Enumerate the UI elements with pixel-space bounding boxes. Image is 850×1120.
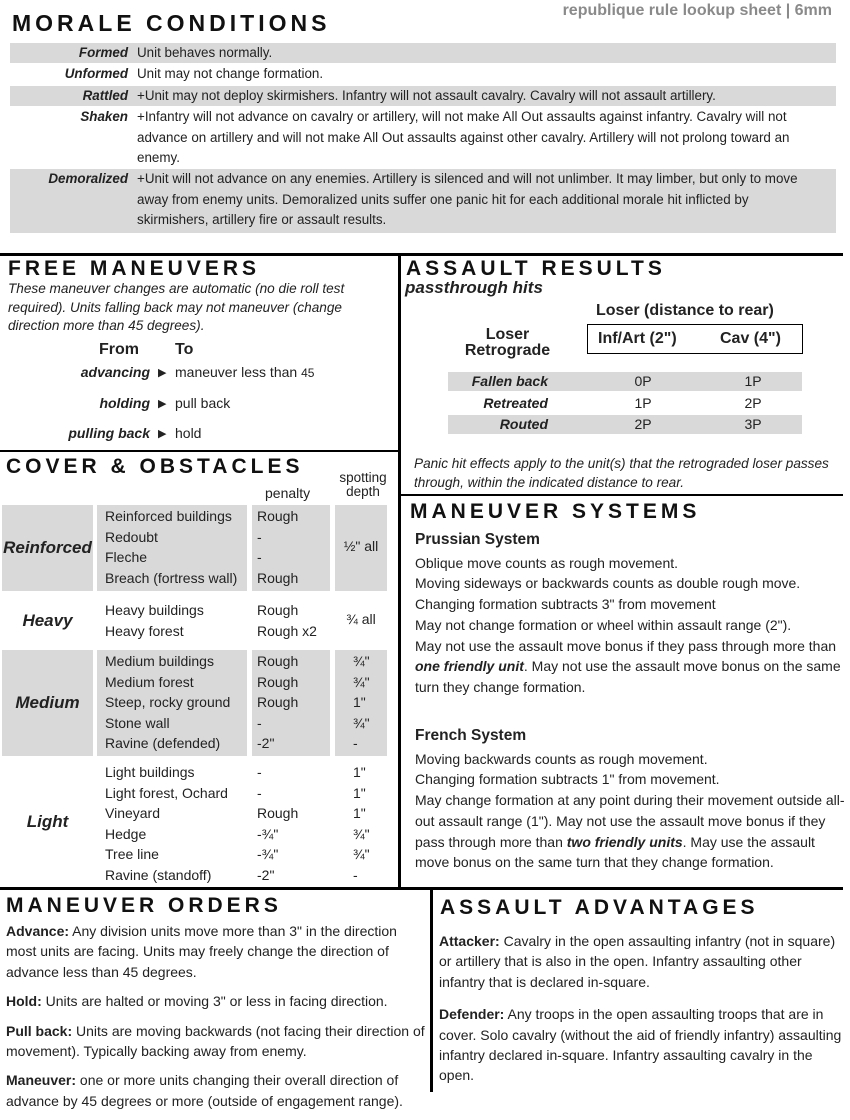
divider-bottom-center	[430, 887, 433, 1092]
cover-item: Ravine (defended)	[105, 735, 221, 752]
french-rule-emphasis: two friendly units	[566, 833, 683, 850]
french-line: Changing formation subtracts 1" from movement.	[415, 771, 720, 788]
morale-row-rattled	[10, 86, 836, 106]
distance-header-box	[587, 324, 803, 354]
maneuver-orders-heading: MANEUVER ORDERS	[6, 894, 282, 917]
fm-from-pulling-back: pulling back	[68, 425, 150, 441]
cover-spot: ¾"	[353, 714, 370, 731]
morale-row-unformed	[10, 64, 836, 84]
ar-value-cav: 3P	[744, 416, 762, 432]
cover-item: Heavy forest	[105, 622, 184, 639]
fm-to-text: maneuver less than	[175, 364, 298, 380]
cover-penalty: -	[257, 784, 262, 801]
advantage-term: Defender:	[439, 1006, 505, 1023]
cover-item: Light buildings	[105, 764, 195, 780]
maneuver-systems-heading: MANEUVER SYSTEMS	[410, 500, 701, 523]
ar-row-routed	[448, 415, 802, 434]
cover-penalty: Rough	[257, 673, 299, 690]
cover-penalty: -	[257, 528, 262, 545]
assault-advantages-heading: ASSAULT ADVANTAGES	[440, 896, 759, 919]
col-penalty: penalty	[265, 485, 311, 501]
order-term: Hold:	[6, 993, 42, 1010]
cover-spot: ¾"	[353, 653, 370, 669]
fm-to-advancing	[175, 364, 314, 380]
cover-penalties-medium	[257, 651, 298, 754]
maneuver-orders-list	[6, 921, 426, 1120]
cover-spot: 1"	[353, 764, 366, 780]
cover-item: Light forest, Ochard	[105, 784, 228, 801]
order-text: Units are moving backwards (not facing their direction of movement). Typically backing away from enemy.	[6, 1022, 425, 1060]
french-title: French System	[415, 727, 527, 744]
cover-names-heavy	[105, 600, 204, 641]
prussian-assault-rule	[415, 636, 847, 698]
morale-row-shaken	[10, 107, 836, 169]
french-system	[415, 726, 847, 873]
prussian-line: Changing formation subtracts 3" from movement	[415, 596, 716, 613]
morale-text: Unit may not change formation.	[137, 66, 324, 81]
morale-label: Demoralized	[48, 171, 128, 186]
cover-penalty: Rough x2	[257, 622, 317, 639]
divider-left-mid	[0, 450, 399, 452]
cover-item: Steep, rocky ground	[105, 694, 231, 711]
morale-text: Unit behaves normally.	[137, 45, 273, 60]
advantage-text: Any troops in the open assaulting troops that are in cover. Solo cavalry (without the aid of friendly infantry) assaulting infantry declared in-square. Infantry assaulting cavalry in the open.	[439, 1006, 842, 1084]
cover-penalty: -¾"	[257, 846, 279, 863]
order-term: Maneuver:	[6, 1072, 77, 1089]
cover-item: Ravine (standoff)	[105, 866, 212, 883]
divider-bottom	[0, 887, 843, 890]
cover-penalty: -2"	[257, 735, 275, 752]
cover-item: Heavy buildings	[105, 602, 204, 618]
cover-item: Redoubt	[105, 528, 158, 545]
arrow-right-icon: ▶	[158, 367, 167, 379]
arrow-right-icon: ▶	[158, 428, 167, 440]
french-line: Moving backwards counts as rough movement.	[415, 750, 708, 767]
cover-spot: 1"	[353, 805, 366, 822]
fm-to-holding: pull back	[175, 395, 231, 411]
morale-label: Rattled	[82, 88, 128, 103]
ar-label: Routed	[499, 416, 548, 432]
cover-spot-reinforced: ½" all	[343, 538, 379, 554]
cover-category-light: Light	[26, 812, 69, 831]
free-maneuvers-heading: FREE MANEUVERS	[8, 257, 261, 280]
loser-retrograde-label: Loser Retrograde	[464, 326, 551, 359]
divider-right-mid	[399, 494, 843, 496]
cover-penalties-reinforced	[257, 506, 298, 588]
fm-to-pulling-back: hold	[175, 425, 202, 441]
prussian-rule-text: . May not use the assault move bonus on the same turn they change formation.	[415, 658, 841, 695]
col-inf-art: Inf/Art (2")	[598, 330, 677, 347]
ar-value-infart: 1P	[634, 395, 652, 411]
cover-item: Breach (fortress wall)	[105, 569, 238, 586]
col-from: From	[99, 341, 139, 358]
cover-names-medium	[105, 651, 230, 754]
order-hold	[6, 991, 426, 1011]
order-text: Any division units move more than 3" in the direction most units are facing. Units may freely change the direction of advance less than 45 degrees.	[6, 923, 397, 980]
fm-from-holding: holding	[99, 395, 150, 411]
assault-results-subheading: passthrough hits	[405, 278, 543, 297]
arrow-right-icon: ▶	[158, 398, 167, 410]
french-assault-rule	[415, 790, 847, 873]
cover-spots-light	[353, 762, 370, 886]
cover-names-light	[105, 762, 228, 886]
advantage-text: Cavalry in the open assaulting infantry (not in square) or artillery that is also in the open. Infantry assaulting other infantry that is declared in-square.	[439, 933, 836, 990]
morale-text: +Unit may not deploy skirmishers. Infantry will not assault cavalry. Cavalry will not assault artillery.	[137, 88, 716, 103]
cover-item: Hedge	[105, 825, 147, 842]
divider-center	[398, 253, 401, 889]
cover-spot: -	[353, 735, 358, 752]
cover-penalty: -	[257, 764, 262, 780]
morale-heading: MORALE CONDITIONS	[12, 10, 331, 36]
cover-penalty: Rough	[257, 602, 299, 618]
sheet-title: republique rule lookup sheet | 6mm	[562, 2, 832, 19]
cover-spot: ¾"	[353, 825, 370, 842]
cover-spot: ¾"	[353, 673, 370, 690]
ar-row-retreated	[448, 394, 802, 413]
assault-results-heading: ASSAULT RESULTS	[406, 257, 666, 280]
order-text: one or more units changing their overall direction of advance by 45 degrees or more (outside of engagement range).	[6, 1072, 403, 1109]
prussian-line: Moving sideways or backwards counts as double rough move.	[415, 575, 801, 592]
cover-category-heavy: Heavy	[22, 611, 73, 630]
order-term: Advance:	[6, 923, 70, 939]
morale-row-formed	[10, 43, 836, 63]
cover-penalty: Rough	[257, 694, 299, 711]
cover-item: Stone wall	[105, 714, 170, 731]
assault-results-note: Panic hit effects apply to the unit(s) that the retrograded loser passes through, within the indicated distance to rear.	[414, 456, 829, 490]
cover-penalties-light	[257, 762, 298, 886]
col-spotting: spotting depth	[339, 470, 387, 499]
order-term: Pull back:	[6, 1022, 73, 1039]
free-maneuvers-intro: These maneuver changes are automatic (no die roll test required). Units falling back may not maneuver (change direction more than 45 degrees).	[8, 281, 345, 333]
cover-spot-heavy: ¾ all	[346, 611, 376, 627]
cover-names-reinforced	[105, 506, 237, 588]
cover-item: Vineyard	[105, 805, 161, 822]
cover-penalty: -	[257, 549, 262, 566]
advantage-attacker	[439, 931, 843, 992]
cover-penalty: -¾"	[257, 825, 279, 842]
order-maneuver	[6, 1070, 426, 1111]
prussian-title: Prussian System	[415, 531, 540, 548]
morale-text: +Infantry will not advance on cavalry or artillery, will not make All Out assaults against infantry. Cavalry will not advance on artillery and will not make All Out assaults against other cavalry. Artillery will not prolong toward an enemy.	[137, 109, 790, 165]
fm-from-advancing: advancing	[80, 364, 150, 380]
ar-label: Fallen back	[471, 373, 548, 389]
cover-penalty: Rough	[257, 653, 299, 669]
ar-label: Retreated	[483, 395, 548, 411]
ar-row-fallen-back	[448, 372, 802, 391]
prussian-system	[415, 530, 847, 698]
morale-row-demoralized	[10, 169, 836, 233]
loser-distance-label: Loser (distance to rear)	[596, 302, 774, 319]
cover-penalty: -	[257, 714, 262, 731]
cover-category-medium: Medium	[2, 650, 93, 756]
cover-penalty: Rough	[257, 508, 299, 524]
divider-top	[0, 253, 843, 256]
cover-spot: -	[353, 866, 358, 883]
assault-advantages-list	[439, 931, 843, 1095]
cover-penalties-heavy	[257, 600, 317, 641]
cover-heading: COVER & OBSTACLES	[6, 455, 304, 478]
advantage-term: Attacker:	[439, 933, 500, 949]
order-text: Units are halted or moving 3" or less in facing direction.	[41, 993, 388, 1010]
col-to: To	[175, 341, 194, 358]
cover-category-reinforced: Reinforced	[2, 505, 93, 591]
prussian-rule-text: May not use the assault move bonus if they pass through more than	[415, 637, 837, 654]
morale-text: +Unit will not advance on any enemies. Artillery is silenced and will not unlimber. It may limber, but only to move away from enemy units. Demoralized units suffer one panic hit for each additional morale hit inflicted by skirmishers, artillery fire or assault results.	[137, 171, 798, 227]
morale-label: Unformed	[64, 66, 128, 81]
ar-value-infart: 0P	[634, 373, 652, 389]
cover-spots-medium	[353, 651, 370, 754]
cover-spot: 1"	[353, 784, 366, 801]
cover-item: Reinforced buildings	[105, 508, 232, 524]
morale-label: Formed	[78, 45, 128, 60]
cover-item: Fleche	[105, 549, 148, 566]
cover-penalty: -2"	[257, 866, 275, 883]
order-pull-back	[6, 1021, 426, 1062]
ar-value-cav: 1P	[744, 373, 762, 389]
prussian-line: May not change formation or wheel within assault range (2").	[415, 616, 792, 633]
cover-spot: 1"	[353, 694, 366, 711]
cover-penalty: Rough	[257, 805, 299, 822]
cover-item: Medium buildings	[105, 653, 214, 669]
ar-value-cav: 2P	[744, 395, 762, 411]
cover-spot: ¾"	[353, 846, 370, 863]
morale-label: Shaken	[80, 109, 128, 124]
cover-penalty: Rough	[257, 569, 299, 586]
french-rule-text: . May use the assault move bonus on the same turn that they change formation.	[415, 833, 815, 871]
prussian-rule-emphasis: one friendly unit	[415, 658, 524, 675]
advantage-defender	[439, 1004, 843, 1086]
ar-value-infart: 2P	[634, 416, 652, 432]
order-advance	[6, 921, 426, 982]
col-cav: Cav (4")	[720, 330, 781, 347]
cover-item: Tree line	[105, 846, 159, 863]
french-rule-text: May change formation at any point during their movement outside all-out assault range (1"). May not use the assault move bonus if they pass through more than	[415, 792, 845, 850]
prussian-line: Oblique move counts as rough movement.	[415, 554, 679, 571]
fm-to-degrees: 45	[301, 366, 315, 380]
cover-item: Medium forest	[105, 673, 194, 690]
